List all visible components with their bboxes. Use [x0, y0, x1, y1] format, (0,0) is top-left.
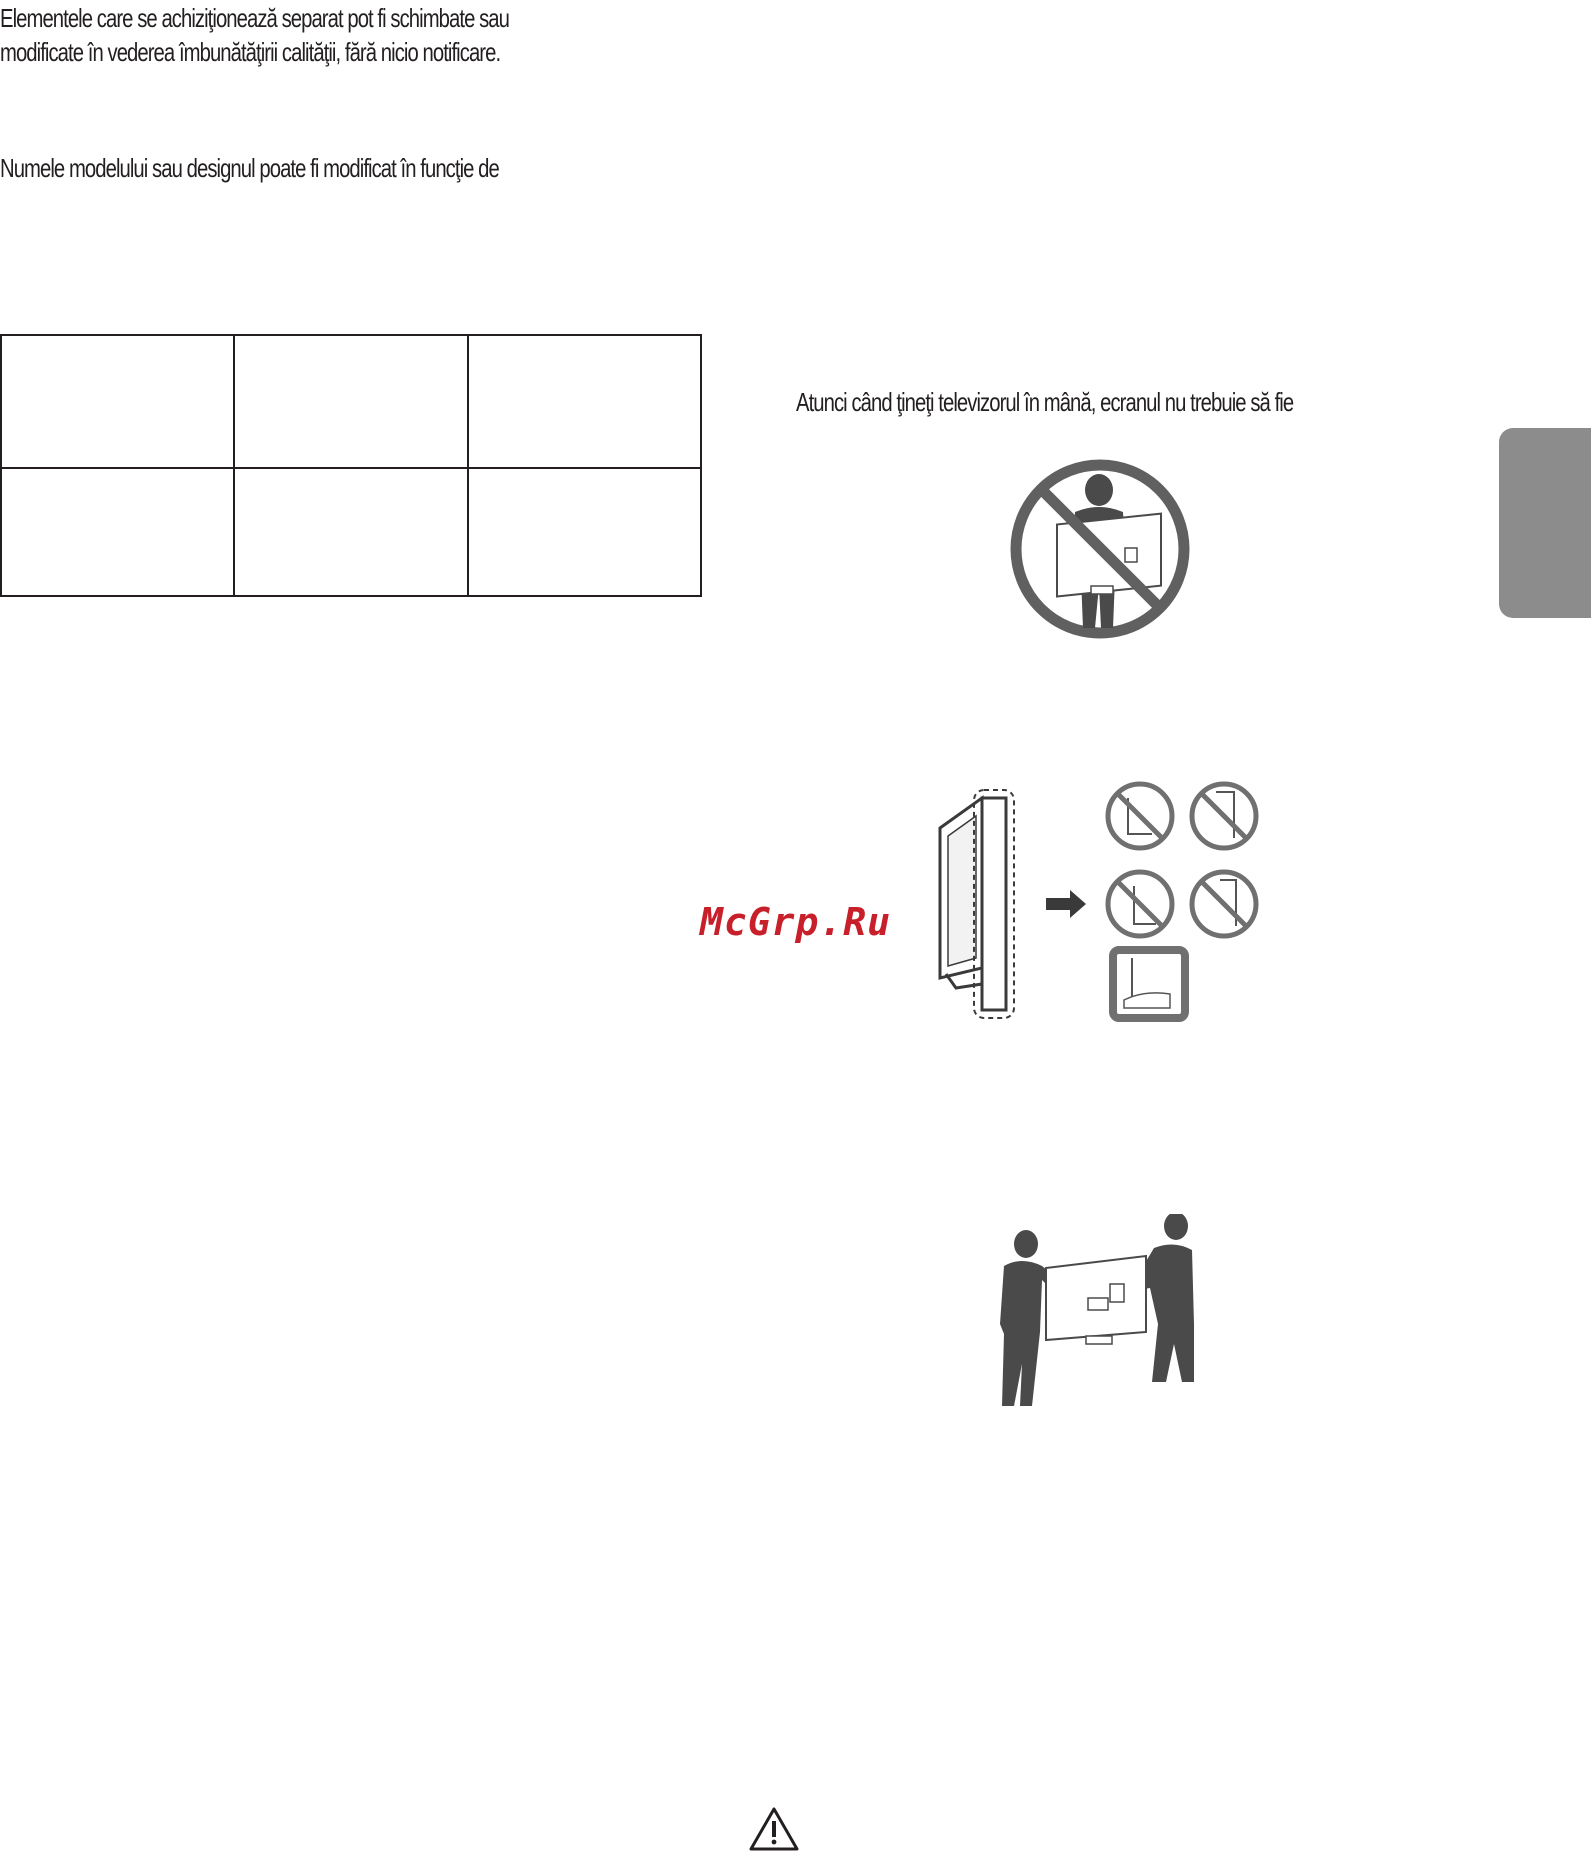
table-cell	[468, 335, 701, 468]
intro-line-2: modificate în vederea îmbunătăţirii calităţii, fără nicio notificare.	[0, 37, 501, 67]
table-cell	[1, 335, 234, 468]
prohibited-hold-icon	[1005, 456, 1195, 642]
language-side-tab	[1499, 428, 1591, 618]
table-row	[1, 468, 701, 596]
intro-line-1: Elementele care se achiziţionează separat pot fi schimbate sau	[0, 3, 509, 33]
warning-icon	[748, 1806, 800, 1852]
empty-accessory-table	[0, 334, 702, 597]
watermark-text: McGrp.Ru	[700, 900, 892, 944]
two-person-carry-icon	[996, 1214, 1202, 1408]
arrow-right-icon	[1046, 890, 1086, 918]
table-cell	[234, 468, 467, 596]
table-row	[1, 335, 701, 468]
table-cell	[1, 468, 234, 596]
hold-tv-note-text: Atunci când ţineţi televizorul în mână, ecranul nu trebuie să fie	[796, 387, 1294, 417]
table-cell	[234, 335, 467, 468]
model-note-text: Numele modelului sau designul poate fi modificat în funcţie de	[0, 153, 499, 183]
table-cell	[468, 468, 701, 596]
edge-grip-icon	[920, 768, 1280, 1024]
